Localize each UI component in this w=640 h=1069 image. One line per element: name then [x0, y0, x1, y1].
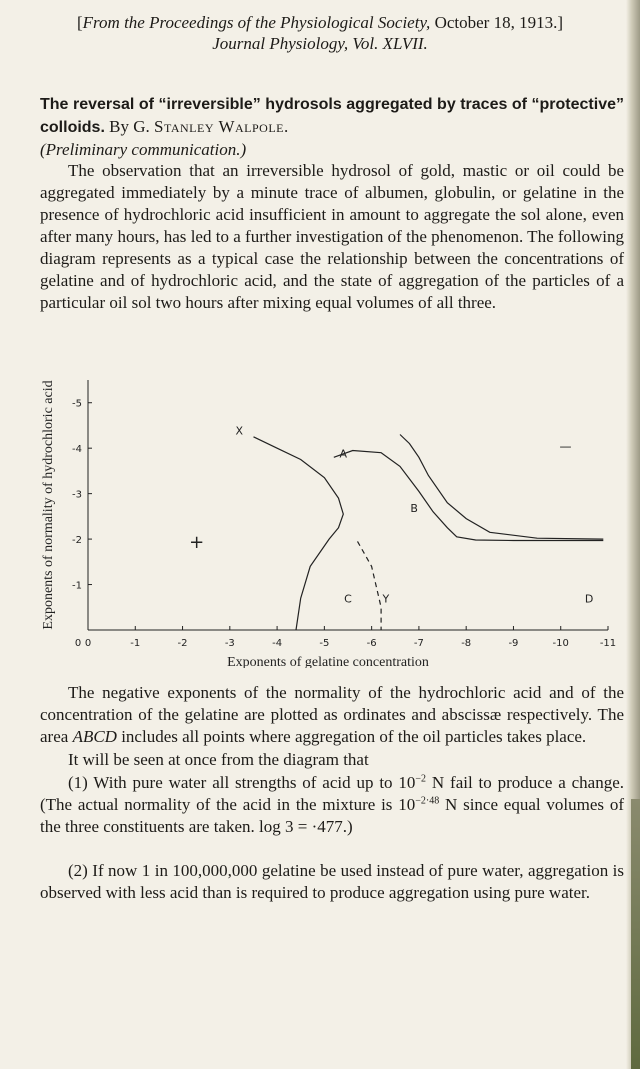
author-name: Stanley Walpole.: [154, 117, 289, 136]
title-bold: The reversal of “irreversible” hydrosols aggregated by traces of “protective” colloids.: [40, 96, 624, 136]
x-tick-label: -6: [366, 638, 377, 649]
area-label: ABCD: [72, 727, 117, 746]
list-item-1: (1) With pure water all strengths of acid up to $10^{-2}$ N fail to produce a change. (The actual normality of the acid in the mixture is $10^{-2\cdot 48}$ N since equal volumes of the three constituents are taken. log 3 = ·477.): [40, 773, 625, 836]
point-label: C: [344, 592, 352, 606]
point-label: D: [584, 592, 594, 606]
journal-citation-header: [From the Proceedings of the Physiological Society, October 18, 1913.]: [77, 13, 563, 32]
y-tick-label: -5: [72, 398, 82, 410]
aggregation-diagram: [38, 368, 628, 668]
x-axis-title: Exponents of gelatine concentration: [227, 655, 429, 668]
y-tick-label: -2: [72, 535, 82, 547]
journal-volume-header: Journal Physiology, Vol. XLVII.: [212, 34, 428, 53]
boundary-curve: [254, 437, 344, 630]
paragraph-intro: The observation that an irreversible hydrosol of gold, mastic or oil could be aggregated immediately by a minute trace of albumen, globulin, or gelatine in the presence of hydrochloric acid insufficient in amount to aggregate the sol alone, even after many hours, has led to a further investigation of the phenomenon. The following diagram represents as a typical case the relationship between the concentrations of gelatine and of hydrochloric acid, and the state of aggregation of the particles of a particular oil sol two hours after mixing equal volumes of all three.: [40, 161, 624, 312]
marker-label: —: [559, 439, 572, 454]
x-tick-label: -8: [461, 638, 472, 649]
y-tick-label: -4: [72, 444, 82, 456]
point-label: B: [410, 501, 418, 515]
x-tick-label: -3: [224, 638, 235, 649]
boundary-curve: [358, 541, 382, 630]
subtitle: (Preliminary communication.): [40, 140, 247, 159]
paragraph-explanation: The negative exponents of the normality of the hydrochloric acid and of the concentration of the gelatine are plotted as ordinates and abscissæ respectively. The area ABCD includes all points where aggregation of the oil particles takes place.: [40, 683, 624, 746]
point-label: Y: [382, 592, 390, 606]
x-tick-label: -9: [508, 638, 519, 649]
x-tick-label: -11: [599, 638, 617, 649]
x-tick-label: -4: [272, 638, 283, 649]
point-label: A: [339, 447, 348, 461]
paragraph-conclusion-intro: It will be seen at once from the diagram that: [68, 750, 369, 769]
point-label: +: [189, 532, 205, 554]
point-label: X: [235, 424, 244, 438]
page-binding-edge: [631, 799, 640, 1069]
x-tick-label: -2: [177, 638, 188, 649]
article-title: The reversal of “irreversible” hydrosols aggregated by traces of “protective” colloids. By G. Stanley Walpole. (Preliminary communication.): [40, 96, 624, 159]
boundary-curve: [334, 451, 604, 541]
boundary-curve: [400, 435, 603, 540]
x-tick-label: -7: [413, 638, 424, 649]
y-axis-title: Exponents of normality of hydrochloric acid: [41, 380, 56, 630]
origin-label: 0: [74, 638, 82, 649]
x-tick-label: -5: [319, 638, 330, 649]
list-item-2: (2) If now 1 in 100,000,000 gelatine be used instead of pure water, aggregation is observed with less acid than is required to produce aggregation using pure water.: [40, 861, 624, 902]
x-tick-label: -10: [552, 638, 569, 649]
y-tick-label: -1: [72, 580, 82, 592]
x-tick-label: 0: [84, 638, 92, 649]
y-tick-label: -3: [72, 489, 82, 501]
x-tick-label: -1: [130, 638, 141, 649]
